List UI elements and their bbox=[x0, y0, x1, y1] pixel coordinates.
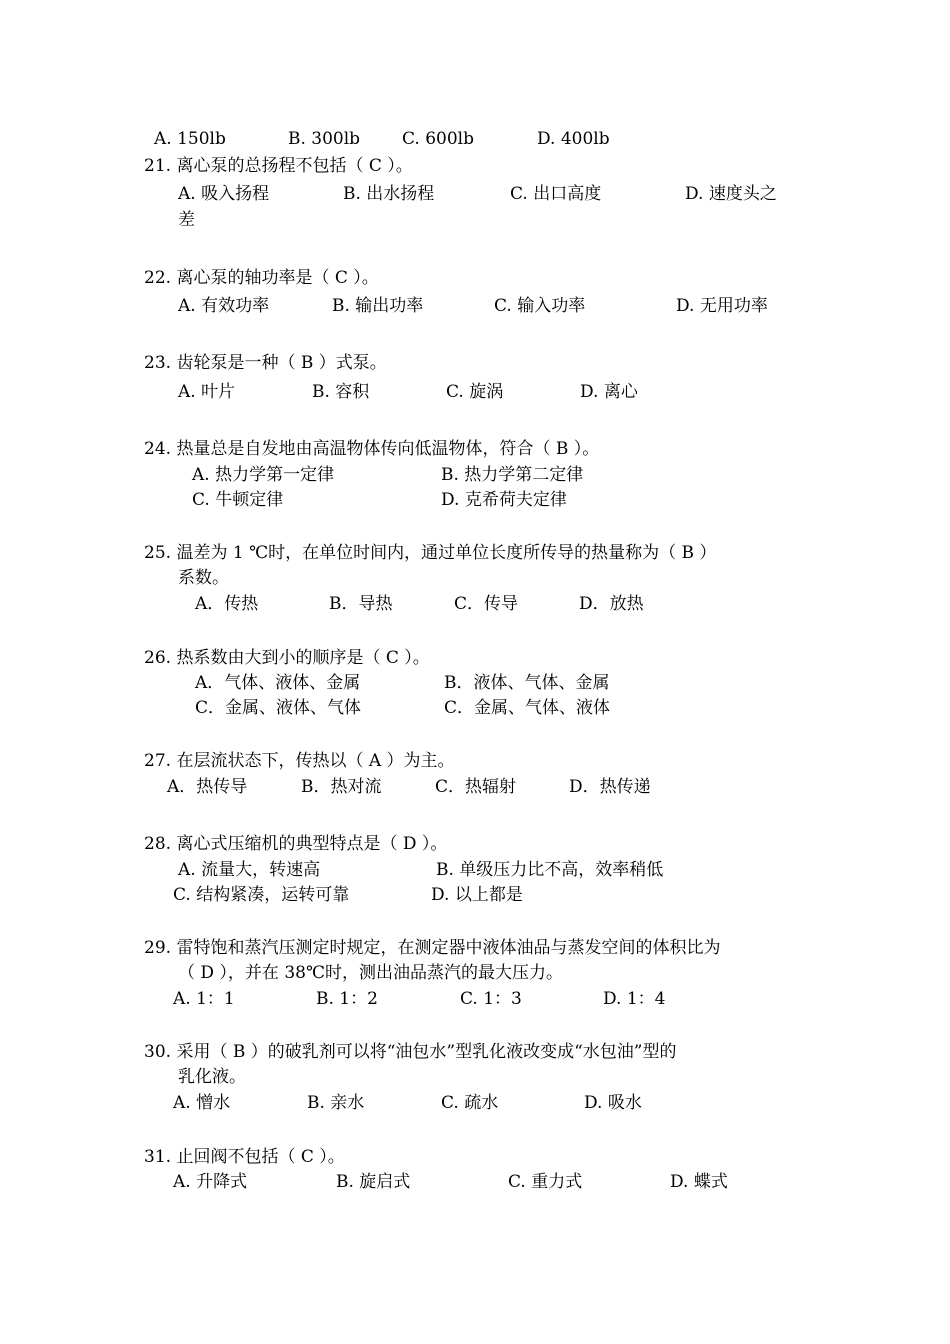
option-d: D. 1：4 bbox=[603, 989, 666, 1009]
question-stem-continuation: （ D ），并在 38℃时，测出油品蒸汽的最大压力。 bbox=[178, 963, 563, 983]
option-c: C. 旋涡 bbox=[446, 382, 504, 402]
option-b: B. 热力学第二定律 bbox=[441, 465, 584, 485]
option-a: A. 有效功率 bbox=[178, 296, 270, 316]
question-stem: 27. 在层流状态下，传热以（ A ）为主。 bbox=[144, 751, 455, 771]
question-stem-continuation: 乳化液。 bbox=[178, 1067, 246, 1087]
option-a: A．传热 bbox=[195, 594, 259, 614]
question-stem: 30. 采用（ B ）的破乳剂可以将“油包水”型乳化液改变成“水包油”型的 bbox=[144, 1042, 677, 1062]
option-d: D．热传递 bbox=[569, 777, 651, 797]
option-c: C. 出口高度 bbox=[510, 184, 602, 204]
option-c: C. 牛顿定律 bbox=[192, 490, 284, 510]
option-b: B. 亲水 bbox=[307, 1093, 365, 1113]
option-a: A. 热力学第一定律 bbox=[192, 465, 335, 485]
option-c: C. 输入功率 bbox=[494, 296, 586, 316]
option-b: B. 1：2 bbox=[316, 989, 378, 1009]
option-b: B．液体、气体、金属 bbox=[444, 673, 610, 693]
option-b: B．热对流 bbox=[301, 777, 382, 797]
option-a: A. 150lb bbox=[154, 129, 226, 149]
option-a: A. 憎水 bbox=[173, 1093, 231, 1113]
option-c: C．传导 bbox=[454, 594, 519, 614]
option-c: C. 结构紧凑，运转可靠 bbox=[173, 885, 350, 905]
option-d: D. 无用功率 bbox=[676, 296, 768, 316]
option-b: B. 容积 bbox=[312, 382, 370, 402]
option-d: D. 蝶式 bbox=[670, 1172, 728, 1192]
option-b: B. 出水扬程 bbox=[343, 184, 435, 204]
option-b: B. 单级压力比不高，效率稍低 bbox=[436, 860, 664, 880]
question-stem: 25. 温差为 1 ℃时，在单位时间内，通过单位长度所传导的热量称为（ B ） bbox=[144, 543, 717, 563]
option-b: B．导热 bbox=[329, 594, 393, 614]
option-b: B. 旋启式 bbox=[336, 1172, 411, 1192]
question-stem: 26. 热系数由大到小的顺序是（ C ）。 bbox=[144, 648, 430, 668]
option-d: D. 400lb bbox=[537, 129, 610, 149]
option-d-continuation: 差 bbox=[178, 210, 195, 230]
option-a: A. 升降式 bbox=[173, 1172, 248, 1192]
option-a: A. 流量大，转速高 bbox=[178, 860, 321, 880]
question-stem: 23. 齿轮泵是一种（ B ）式泵。 bbox=[144, 353, 387, 373]
option-a: A．气体、液体、金属 bbox=[195, 673, 361, 693]
option-b: B. 输出功率 bbox=[332, 296, 424, 316]
option-c: C．热辐射 bbox=[435, 777, 517, 797]
option-d: C．金属、气体、液体 bbox=[444, 698, 611, 718]
option-a: A. 叶片 bbox=[178, 382, 236, 402]
option-d: D．放热 bbox=[579, 594, 644, 614]
option-c: C. 600lb bbox=[402, 129, 474, 149]
question-stem: 31. 止回阀不包括（ C ）。 bbox=[144, 1147, 345, 1167]
option-a: A. 吸入扬程 bbox=[178, 184, 270, 204]
option-a: A．热传导 bbox=[167, 777, 248, 797]
question-stem-continuation: 系数。 bbox=[178, 568, 229, 588]
option-b: B. 300lb bbox=[288, 129, 361, 149]
question-stem: 22. 离心泵的轴功率是（ C ）。 bbox=[144, 268, 379, 288]
option-d: D. 吸水 bbox=[584, 1093, 642, 1113]
option-c: C. 疏水 bbox=[441, 1093, 499, 1113]
option-a: A. 1：1 bbox=[173, 989, 235, 1009]
question-stem: 28. 离心式压缩机的典型特点是（ D ）。 bbox=[144, 834, 448, 854]
question-stem: 29. 雷特饱和蒸汽压测定时规定，在测定器中液体油品与蒸发空间的体积比为 bbox=[144, 938, 721, 958]
option-c: C．金属、液体、气体 bbox=[195, 698, 362, 718]
option-d: D. 克希荷夫定律 bbox=[441, 490, 567, 510]
option-d: D. 以上都是 bbox=[431, 885, 523, 905]
option-c: C. 1：3 bbox=[460, 989, 522, 1009]
question-stem: 21. 离心泵的总扬程不包括（ C ）。 bbox=[144, 156, 413, 176]
option-d: D. 速度头之 bbox=[685, 184, 777, 204]
option-d: D. 离心 bbox=[580, 382, 638, 402]
option-c: C. 重力式 bbox=[508, 1172, 583, 1192]
question-stem: 24. 热量总是自发地由高温物体传向低温物体，符合（ B ）。 bbox=[144, 439, 600, 459]
